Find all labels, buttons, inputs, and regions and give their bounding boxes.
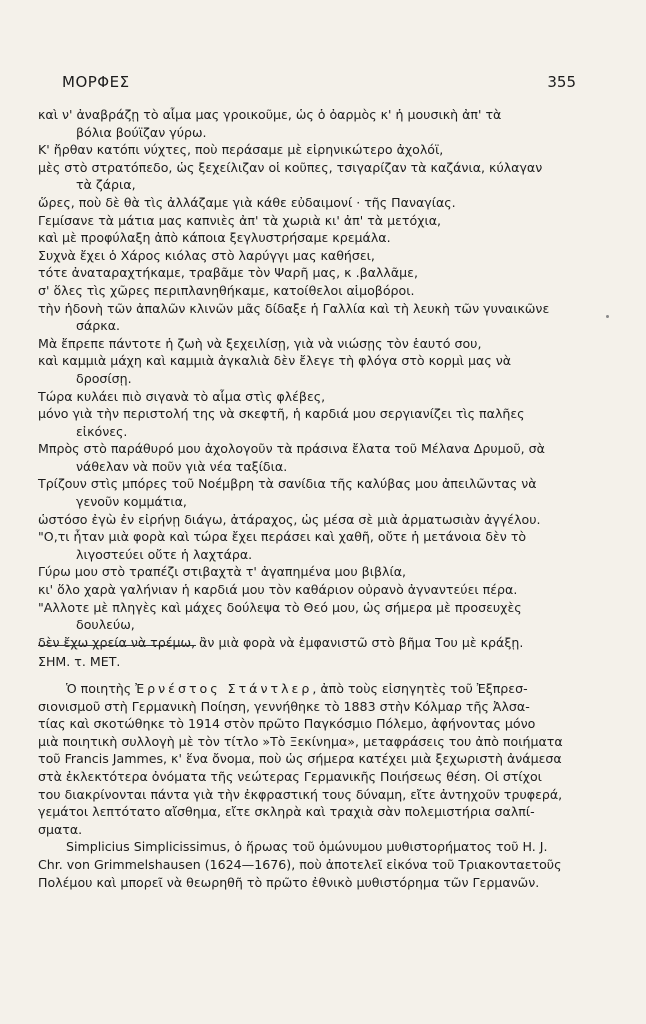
note-line: Simplicius Simplicissimus, ὁ ἥρωας τοῦ ὁμώνυμου μυθιστορήματος τοῦ H. J.: [66, 839, 548, 855]
note-line: [38, 680, 578, 698]
poet-name: Ἐρνέστος Στάντλερ: [135, 681, 313, 696]
poem-line: ὡστόσο ἐγὼ ἐν εἰρήνῃ διάγω, ἀτάραχος, ὡς μέσα σὲ μιὰ ἀρματωσιὰν ἀγγέλου.: [38, 511, 541, 527]
note-line: στὰ ἐκλεκτότερα ὀνόματα τῆς νεώτερας Γερμανικῆς Ποιήσεως θέση. Οἱ στίχοι: [38, 768, 542, 784]
poem-line: "Αλλοτε μὲ πληγὲς καὶ μάχες δούλεψα τὸ Θεό μου, ὡς σήμερα μὲ προσευχὲς: [38, 599, 522, 615]
poem-line: Γύρω μου στὸ τραπέζι στιβαχτὰ τ' ἀγαπημένα μου βιβλία,: [38, 564, 407, 580]
poem-line: τότε ἀναταραχτήκαμε, τραβᾶμε τὸν Ψαρῆ μας, κ .βαλλᾶμε,: [38, 265, 418, 281]
poem-line: τὴν ἡδονὴ τῶν ἀπαλῶν κλινῶν μᾶς δίδαξε ἡ Γαλλία καὶ τὴ λευκὴ τῶν γυναικῶνε: [38, 300, 550, 316]
note-text: Ὁ ποιητὴς: [66, 681, 136, 696]
poem-line: Κ' ἤρθαν κατόπι νύχτες, ποὺ περάσαμε μὲ εἰρηνικώτερο ἀχολόϊ,: [38, 142, 444, 158]
note-text: , ἀπὸ τοὺς εἰσηγητὲς τοῦ Ἐξπρεσ-: [312, 681, 528, 696]
poem-line-continuation: σάρκα.: [76, 318, 121, 334]
poem-line: καὶ καμμιὰ μάχη καὶ καμμιὰ ἀγκαλιὰ δὲν ἔλεγε τὴ φλόγα στὸ κορμὶ μας νὰ: [38, 353, 512, 369]
poem-line: μὲς στὸ στρατόπεδο, ὡς ξεχείλιζαν οἱ κοῦπες, τσιγαρίζαν τὰ καζάνια, κύλαγαν: [38, 159, 543, 175]
poem-line: Μὰ ἔπρεπε πάντοτε ἡ ζωὴ νὰ ξεχειλίσῃ, γιὰ νὰ νιώσῃς τὸν ἑαυτό σου,: [38, 335, 482, 351]
poem-line-continuation: βόλια βούϊζαν γύρω.: [76, 124, 207, 140]
page-header: [62, 73, 576, 93]
poem-line-continuation: νάθελαν νὰ ποῦν γιὰ νέα ταξίδια.: [76, 458, 288, 474]
poem-line-continuation: τὰ ζάρια,: [76, 177, 136, 193]
poem-line-continuation: λιγοστεύει οὔτε ἡ λαχτάρα.: [76, 546, 253, 562]
poem-line: ὥρες, ποὺ δὲ θὰ τὶς ἀλλάζαμε γιὰ κάθε εὐδαιμονί · τῆς Παναγίας.: [38, 194, 456, 210]
poem-line: Μπρὸς στὸ παράθυρό μου ἀχολογοῦν τὰ πράσινα ἔλατα τοῦ Μέλανα Δρυμοῦ, σὰ: [38, 441, 545, 457]
poem-line: Τρίζουν στὶς μπόρες τοῦ Νοέμβρη τὰ σανίδια τῆς καλύβας μου ἀπειλῶντας νὰ: [38, 476, 537, 492]
note-line: του διακρίνονται πάντα γιὰ τὴν ἐκφραστική τους δύναμη, εἴτε ἀντηχοῦν τρυφερά,: [38, 786, 563, 802]
poem-line-continuation: δουλεύω,: [76, 617, 135, 633]
poem-line-continuation: γενοῦν κομμάτια,: [76, 494, 187, 510]
note-line: γεμάτοι λεπτότατο αἴσθημα, εἴτε σκληρὰ καὶ τραχιὰ σὰν πολεμιστήρια σαλπί-: [38, 804, 535, 820]
note-line: τοῦ Francis Jammes, κ' ἕνα ὄνομα, ποὺ ὡς σήμερα κατέχει μιὰ ξεχωριστὴ ἀνάμεσα: [38, 751, 562, 767]
poem-line-continuation: δροσίσῃ.: [76, 370, 132, 386]
page-number: 355: [547, 73, 576, 91]
poem-line: καὶ ν' ἀναβράζῃ τὸ αἷμα μας γροικοῦμε, ὡς ὁ ὀαρμὸς κ' ἡ μουσικὴ ἀπ' τὰ: [38, 107, 502, 122]
notes-heading: ΣΗΜ. τ. ΜΕΤ.: [38, 654, 121, 669]
paper-speck: [606, 315, 609, 318]
note-line: σιονισμοῦ στὴ Γερμανικὴ Ποίηση, γεννήθηκε τὸ 1883 στὴν Κόλμαρ τῆς Ἀλσα-: [38, 698, 530, 714]
running-title: ΜΟΡΦΕΣ: [62, 73, 130, 91]
note-line: Chr. von Grimmelshausen (1624—1676), ποὺ ἀποτελεῖ εἰκόνα τοῦ Τριακονταετοῦς: [38, 856, 562, 872]
poem-line: Γεμίσανε τὰ μάτια μας καπνιὲς ἀπ' τὰ χωριὰ κι' ἀπ' τὰ μετόχια,: [38, 212, 442, 228]
note-line: μιὰ ποιητικὴ συλλογὴ μὲ τὸν τίτλο »Τὸ Ξεκίνημα», μεταφράσεις του ἀπὸ ποιήματα: [38, 733, 563, 749]
poem-line-continuation: εἰκόνες.: [76, 423, 128, 439]
poem-line: κι' ὅλο χαρὰ γαλήνιαν ἡ καρδιά μου τὸν καθάριον οὐρανὸ ἀγναντεύει πέρα.: [38, 582, 518, 598]
poem-line: μόνο γιὰ τὴν περιστολή της νὰ σκεφτῆ, ἡ καρδιά μου σεργιανίζει τὶς παλῆες: [38, 406, 525, 422]
note-line: τίας καὶ σκοτώθηκε τὸ 1914 στὸν πρῶτο Παγκόσμιο Πόλεμο, ἀφήνοντας μόνο: [38, 716, 536, 732]
poem-line: "Ο,τι ἦταν μιὰ φορὰ καὶ τώρα ἔχει περάσει καὶ χαθῆ, οὔτε ἡ μετάνοια δὲν τὸ: [38, 529, 527, 545]
poem-line: καὶ μὲ προφύλαξη ἀπὸ κάποια ξεγλυστρήσαμε κρεμάλα.: [38, 230, 391, 246]
poem-line: Συχνὰ ἔχει ὁ Χάρος κιόλας στὸ λαρύγγι μας καθήσει,: [38, 247, 375, 263]
poem-text: [38, 106, 578, 651]
note-line: σματα.: [38, 821, 83, 837]
poem-line: Τώρα κυλάει πιὸ σιγανὰ τὸ αἷμα στὶς φλέβες,: [38, 388, 326, 404]
note-line: Πολέμου καὶ μπορεῖ νὰ θεωρηθῆ τὸ πρῶτο ἐθνικὸ μυθιστόρημα τῶν Γερμανῶν.: [38, 874, 540, 890]
poem-line: δὲν ἔχω χρεία νὰ τρέμω, ἂν μιὰ φορὰ νὰ ἐμφανιστῶ στὸ βῆμα Του μὲ κράξῃ.: [38, 634, 524, 650]
poem-line: σ' ὅλες τὶς χῶρες περιπλανηθήκαμε, κατοίθελοι αἱμοβόροι.: [38, 282, 415, 298]
footnote-divider: [38, 645, 196, 646]
translator-notes: [38, 680, 578, 891]
